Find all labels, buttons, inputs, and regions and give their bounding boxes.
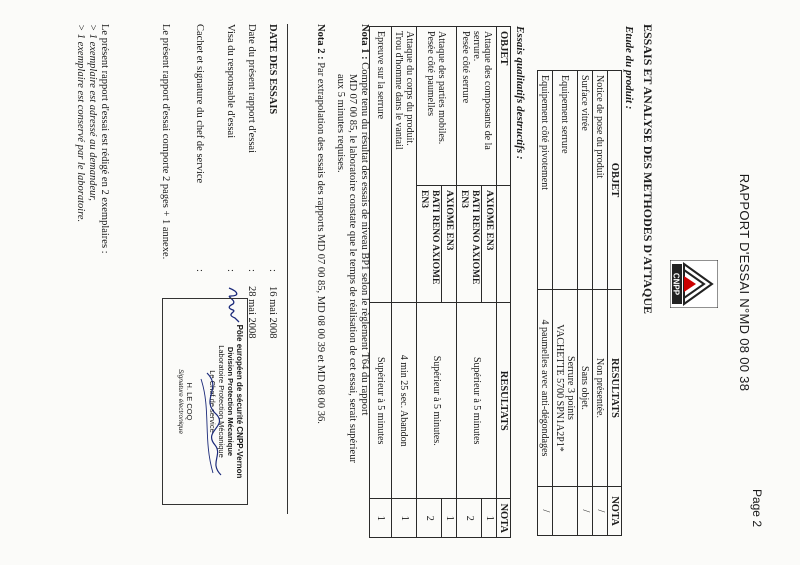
cell: 1	[442, 499, 457, 538]
cell	[553, 487, 578, 536]
cell: AXIOME EN3	[442, 186, 457, 303]
cell: Surface vitrée	[578, 71, 593, 290]
cell: 2	[417, 499, 442, 538]
cell: /	[538, 487, 553, 536]
cell: Equipement serrure	[553, 71, 578, 290]
etude-table	[537, 70, 622, 536]
nota-1-label: Nota 1 :	[359, 24, 370, 60]
cell: Supérieur à 5 minutes	[370, 303, 392, 499]
cell: 4 paumelles avec anti-dégondages	[538, 290, 553, 487]
cell: 1	[370, 499, 392, 538]
cell: /	[578, 487, 593, 536]
table-row	[578, 71, 593, 536]
divider	[287, 24, 288, 514]
cell: Attaque du corps du produit. Trou d'homme dans le vantail	[392, 27, 417, 303]
col-header: NOTA	[497, 499, 511, 538]
cell: Non présentée.	[593, 290, 608, 487]
col-header	[497, 186, 511, 303]
report-number: RAPPORT D'ESSAI N°MD 08 00 38	[737, 173, 752, 392]
essais-table	[369, 26, 511, 538]
cnpp-logo	[670, 260, 718, 308]
nota-2-label: Nota 2 :	[315, 24, 326, 60]
nota-2: Nota 2 : Par extrapolation des essais des rapports MD 07 00 85, MD 08 00 39 et MD 08 00 36.	[315, 24, 326, 424]
table-row	[553, 71, 578, 536]
chief-signature	[195, 369, 229, 479]
cell: 1	[392, 499, 417, 538]
cell: Serrure 3 points VACHETTE 5700 SPN1A2P1*	[553, 290, 578, 487]
comporte-line: Le présent rapport d'essai comporte 2 pages + 1 annexe.	[160, 24, 171, 260]
essais-heading: Essais qualitatifs destructifs :	[514, 26, 526, 160]
col-header: OBJET	[497, 27, 511, 186]
col-header: NOTA	[608, 487, 622, 536]
table-header-row	[608, 71, 622, 536]
cell: /	[593, 487, 608, 536]
cell: Equipement côté pivotement	[538, 71, 553, 290]
table-row	[442, 27, 457, 538]
table-header-row	[497, 27, 511, 538]
cell: Notice de pose du produit	[593, 71, 608, 290]
cachet-row: Cachet et signature du chef de service :	[194, 24, 205, 272]
section-title: ESSAIS ET ANALYSE DES METHODES D'ATTAQUE	[641, 24, 655, 314]
cell: Epreuve sur la serrure	[370, 27, 392, 303]
page-number: Page 2	[750, 488, 764, 527]
cell: Supérieur à 5 minutes	[457, 303, 497, 499]
date-rapport-row: Date du présent rapport d'essai : 28 mai 2008	[246, 24, 257, 339]
table-row	[538, 71, 553, 536]
date-essais-row: DATE DES ESSAIS : 16 mai 2008	[267, 24, 278, 339]
table-row	[482, 27, 497, 538]
col-header: RESULTATS	[497, 303, 511, 499]
cell: Attaque des parties mobiles. Pesée côté paumelles	[417, 27, 457, 186]
nota-1: Nota 1 : Compte tenu du résultat des essais de niveau BP1 selon le règlement T64 du rapport MD 07 00 85, le laboratoire constate que le temps de réalisation de cet essai, serait supérieur aux 5 minutes requises.	[335, 24, 370, 463]
cell: BATI RENO AXIOME EN3	[457, 186, 482, 303]
cell: Sans objet.	[578, 290, 593, 487]
cell: Supérieur à 5 minutes.	[417, 303, 457, 499]
cell: 4 min 25 sec. Abandon	[392, 303, 417, 499]
cell: 1	[482, 499, 497, 538]
visa-row: Visa du responsable d'essai :	[224, 24, 237, 138]
official-stamp: Pôle européen de sécurité CNPP-Vernon Division Protection Mécanique Laboratoire Protection Mécanique Le Chef de service H. LE COQ Signature électronique	[162, 298, 248, 505]
col-header: RESULTATS	[608, 290, 622, 487]
cell: 2	[457, 499, 482, 538]
table-row	[370, 27, 392, 538]
table-row	[392, 27, 417, 538]
footer: Le présent rapport d'essai est rédigé en 2 exemplaires : > 1 exemplaire est adressé au demandeur, > 1 exemplaire est conservé par le laboratoire.	[75, 24, 110, 254]
col-header: OBJET	[608, 71, 622, 290]
cell: Attaque des composants de la serrure. Pesée côté serrure	[457, 27, 497, 186]
cell: BATI RENO AXIOME EN3	[417, 186, 442, 303]
logo-text: CNPP	[671, 272, 681, 296]
etude-heading: Etude du produit :	[623, 26, 635, 110]
table-row	[593, 71, 608, 536]
cell: AXIOME EN3	[482, 186, 497, 303]
